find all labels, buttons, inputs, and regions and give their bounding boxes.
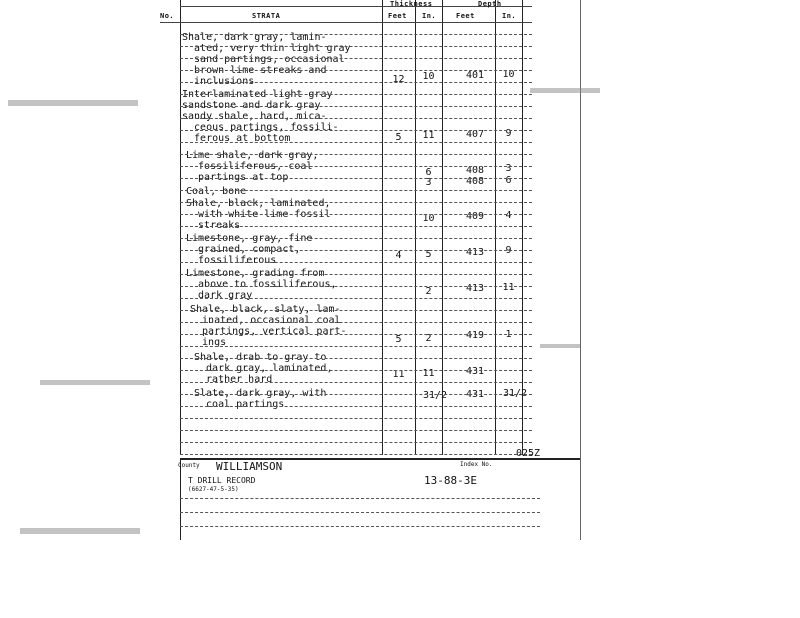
col-divider-thick-ft bbox=[415, 0, 416, 455]
county-name: WILLIAMSON bbox=[216, 460, 283, 473]
ruled-line bbox=[180, 310, 532, 311]
depth-inches-4: 6 bbox=[505, 175, 512, 186]
thickness-feet-1: 12 bbox=[392, 74, 405, 85]
col-strata-header: STRATA bbox=[252, 12, 281, 20]
depth-feet-5: 409 bbox=[465, 211, 485, 222]
thickness-feet-6: 4 bbox=[395, 250, 402, 261]
col-no-header: No. bbox=[160, 12, 175, 20]
ruled-line bbox=[180, 262, 532, 263]
ruled-line bbox=[180, 406, 532, 407]
thickness-inches-3: 6 bbox=[425, 167, 432, 178]
ruled-line bbox=[180, 358, 532, 359]
col-divider-thick-in bbox=[442, 0, 443, 455]
col-divider-strata bbox=[382, 0, 383, 455]
ruled-line bbox=[180, 58, 532, 59]
strata-row-10: Slate, dark gray, with coal partings bbox=[194, 388, 327, 410]
strata-row-8: Shale, black, slaty, lam- inated, occasional coal partings, vertical part- ings bbox=[190, 304, 347, 348]
scan-noise bbox=[8, 100, 138, 106]
depth-feet-2: 407 bbox=[465, 129, 485, 140]
thickness-inches-2: 11 bbox=[422, 130, 435, 141]
drill-record-sheet bbox=[160, 0, 580, 540]
record-type: T DRILL RECORD bbox=[188, 476, 256, 485]
strata-row-9: Shale, drab to gray to dark gray, laminated, rather hard bbox=[194, 352, 333, 385]
ruled-line bbox=[180, 190, 532, 191]
scan-noise bbox=[40, 380, 150, 385]
scan-noise bbox=[530, 88, 600, 93]
thickness-inches-4: 3 bbox=[425, 177, 432, 188]
ruled-line bbox=[180, 130, 532, 131]
thickness-inches-5: 10 bbox=[422, 213, 435, 224]
depth-inches-6: 9 bbox=[505, 245, 512, 256]
ruled-line bbox=[180, 334, 532, 335]
ruled-line bbox=[180, 286, 532, 287]
ruled-line bbox=[180, 178, 532, 179]
depth-feet-1: 401 bbox=[465, 70, 485, 81]
ruled-line bbox=[180, 346, 532, 347]
strata-row-4: Coal, bone bbox=[186, 186, 247, 197]
strata-row-2: Interlaminated light gray sandstone and dark gray sandy shale, hard, mica- ceous partings, fossili- ferous at bottom bbox=[182, 89, 339, 144]
thickness-inches-6: 5 bbox=[425, 249, 432, 260]
strata-row-6: Limestone, gray, fine grained, compact, fossiliferous bbox=[186, 233, 313, 266]
index-number: 13-88-3E bbox=[424, 474, 477, 487]
ruled-line bbox=[180, 70, 532, 71]
depth-inches-header: In. bbox=[502, 12, 517, 20]
ruled-line bbox=[180, 454, 532, 455]
depth-feet-3: 408 bbox=[465, 165, 485, 176]
footer-rule-2 bbox=[180, 512, 540, 513]
ruled-line bbox=[180, 322, 532, 323]
ruled-line bbox=[180, 442, 532, 443]
depth-inches-3: 3 bbox=[505, 163, 512, 174]
thickness-feet-2: 5 bbox=[395, 132, 402, 143]
thickness-feet-9: 11 bbox=[392, 369, 405, 380]
thickness-inches-1: 10 bbox=[422, 71, 435, 82]
ruled-line bbox=[180, 142, 532, 143]
header-bottom-rule bbox=[160, 22, 532, 23]
depth-feet-6: 413 bbox=[465, 247, 485, 258]
depth-inches-5: 4 bbox=[505, 210, 512, 221]
thickness-feet-8: 5 bbox=[395, 334, 402, 345]
thickness-inches-9: 11 bbox=[422, 368, 435, 379]
corner-code: 025Z bbox=[516, 448, 541, 459]
ruled-line bbox=[180, 166, 532, 167]
footer-left-edge bbox=[180, 460, 181, 540]
ruled-line bbox=[180, 34, 532, 35]
ruled-line bbox=[180, 298, 532, 299]
ruled-line bbox=[180, 214, 532, 215]
ruled-line bbox=[180, 394, 532, 395]
thickness-header: Thickness bbox=[390, 0, 433, 8]
depth-inches-7: 11 bbox=[502, 282, 515, 293]
scan-noise bbox=[540, 344, 580, 348]
thickness-inches-8: 2 bbox=[425, 333, 432, 344]
footer-rule-3 bbox=[180, 526, 540, 527]
ruled-line bbox=[180, 82, 532, 83]
ruled-line bbox=[180, 250, 532, 251]
depth-feet-8: 419 bbox=[465, 330, 485, 341]
footer-rule-1 bbox=[180, 498, 540, 499]
index-label: Index No. bbox=[460, 461, 493, 468]
sheet-right-edge bbox=[580, 0, 581, 540]
depth-inches-1: 10 bbox=[502, 69, 515, 80]
depth-inches-8: 1 bbox=[505, 329, 512, 340]
thickness-inches-7: 2 bbox=[425, 286, 432, 297]
ruled-line bbox=[180, 238, 532, 239]
depth-inches-10: 31/2 bbox=[502, 388, 528, 399]
depth-feet-7: 413 bbox=[465, 283, 485, 294]
ruled-line bbox=[180, 430, 532, 431]
ruled-line bbox=[180, 226, 532, 227]
ruled-line bbox=[180, 382, 532, 383]
strata-row-3: Lime shale, dark gray, fossiliferous, coal partings at top bbox=[186, 150, 319, 183]
depth-feet-header: Feet bbox=[456, 12, 475, 20]
thickness-inches-10: 31/2 bbox=[422, 390, 448, 401]
ruled-line bbox=[180, 202, 532, 203]
thickness-inches-header: In. bbox=[422, 12, 437, 20]
ruled-line bbox=[180, 106, 532, 107]
county-label: County bbox=[178, 462, 200, 469]
depth-feet-4: 408 bbox=[465, 176, 485, 187]
ruled-line bbox=[180, 118, 532, 119]
col-divider-depth-in bbox=[522, 0, 523, 455]
col-divider-no bbox=[180, 0, 181, 455]
scan-noise bbox=[20, 528, 140, 534]
ruled-line bbox=[180, 94, 532, 95]
depth-feet-9: 431 bbox=[465, 366, 485, 377]
thickness-feet-header: Feet bbox=[388, 12, 407, 20]
ruled-line bbox=[180, 46, 532, 47]
ruled-line bbox=[180, 370, 532, 371]
ruled-line bbox=[180, 274, 532, 275]
strata-row-7: Limestone, grading from above to fossiliferous, dark gray bbox=[186, 268, 337, 301]
ruled-line bbox=[180, 418, 532, 419]
form-code: (6627-47-5-35) bbox=[188, 486, 239, 493]
strata-row-1: Shale, dark gray, lamin- ated, very thin light gray sand partings, occasional brown lime streaks and inclusions bbox=[182, 32, 351, 87]
depth-inches-2: 9 bbox=[505, 128, 512, 139]
depth-header: Depth bbox=[478, 0, 502, 8]
strata-row-5: Shale, black, laminated, with white lime fossil streaks bbox=[186, 198, 331, 231]
ruled-line bbox=[180, 154, 532, 155]
depth-feet-10: 431 bbox=[465, 389, 485, 400]
